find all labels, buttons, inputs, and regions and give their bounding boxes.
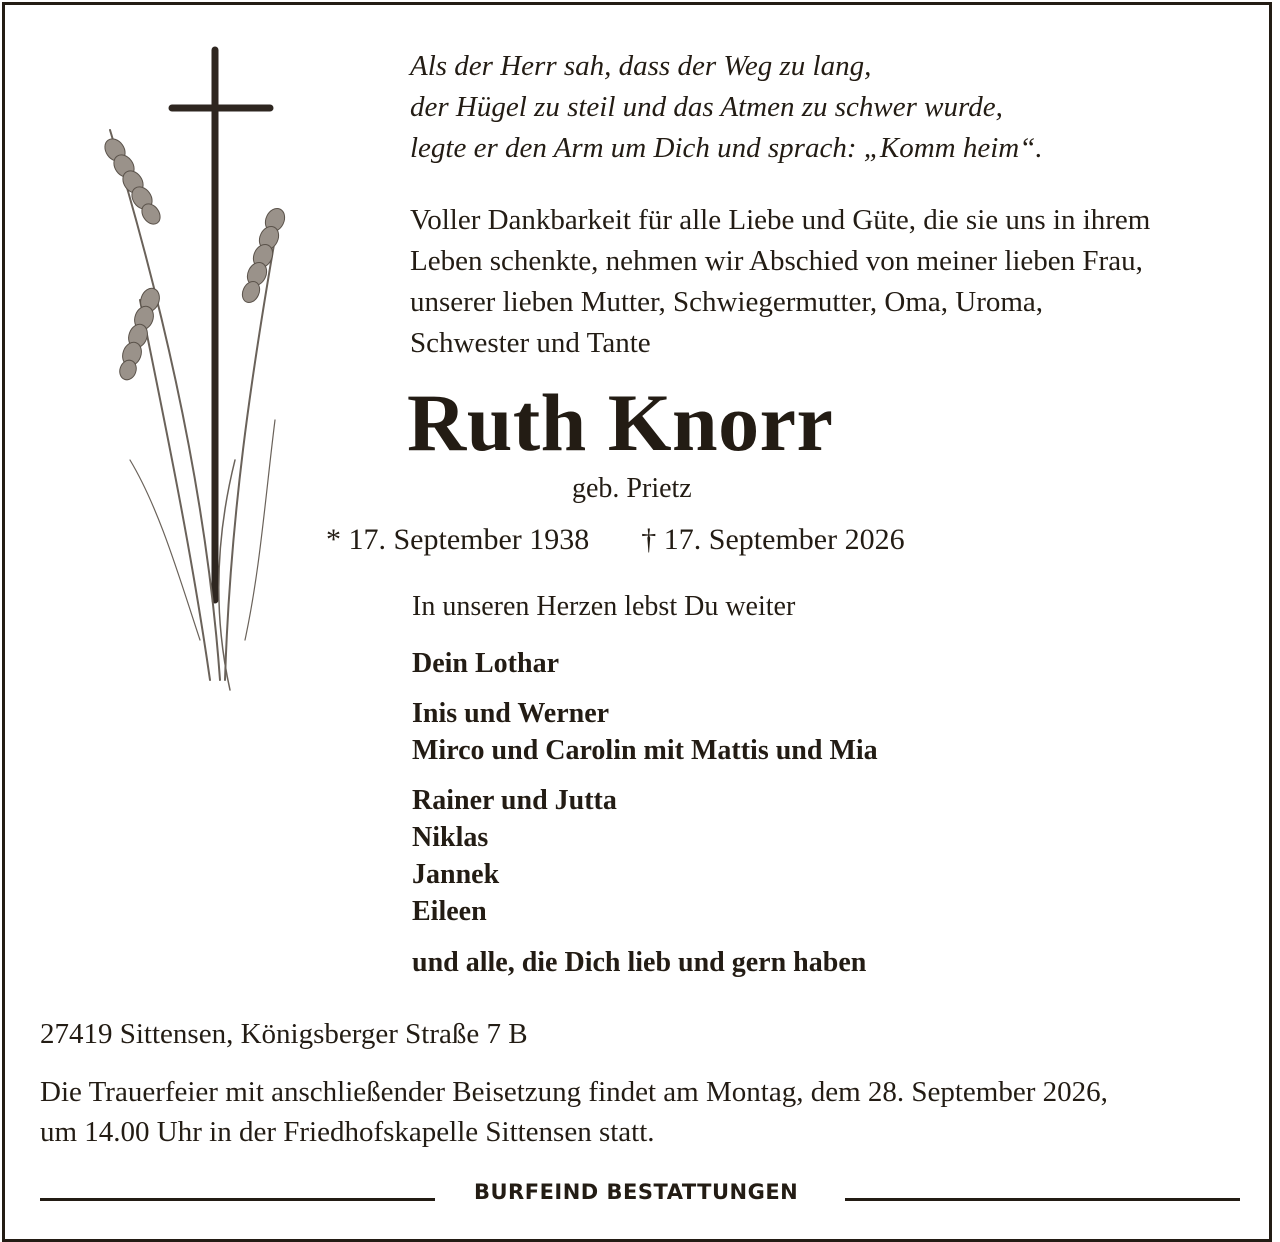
- address: 27419 Sittensen, Königsberger Straße 7 B: [40, 1018, 528, 1050]
- funeral-service-info: [40, 1072, 1108, 1152]
- birth-date: * 17. September 1938: [326, 523, 590, 556]
- service-line: Die Trauerfeier mit anschließender Beisetzung findet am Montag, dem 28. September 2026,: [40, 1076, 1108, 1108]
- family-line: Niklas: [412, 822, 489, 853]
- family-group: [412, 645, 559, 682]
- poem-line: der Hügel zu steil und das Atmen zu schwer wurde,: [410, 91, 1003, 123]
- intro-text: [410, 200, 1150, 364]
- family-line: Inis und Werner: [412, 698, 610, 729]
- poem-line: Als der Herr sah, dass der Weg zu lang,: [410, 50, 872, 82]
- cross-with-wheat-icon: [60, 40, 290, 700]
- intro-line: Leben schenkte, nehmen wir Abschied von meiner lieben Frau,: [410, 245, 1143, 277]
- family-line: Dein Lothar: [412, 648, 559, 679]
- service-line: um 14.00 Uhr in der Friedhofskapelle Sittensen statt.: [40, 1116, 655, 1148]
- family-group: [412, 944, 866, 981]
- life-dates: [326, 521, 905, 559]
- intro-line: Schwester und Tante: [410, 327, 651, 359]
- intro-line: Voller Dankbarkeit für alle Liebe und Güte, die sie uns in ihrem: [410, 204, 1151, 236]
- family-group: [412, 782, 617, 930]
- poem: [410, 46, 1043, 169]
- maiden-name: geb. Prietz: [572, 473, 692, 504]
- deceased-name: Ruth Knorr: [407, 377, 834, 468]
- family-line: Rainer und Jutta: [412, 785, 617, 816]
- death-date: † 17. September 2026: [641, 523, 905, 556]
- family-line: Eileen: [412, 896, 487, 927]
- family-line: und alle, die Dich lieb und gern haben: [412, 947, 867, 978]
- footer-rule-right: [845, 1198, 1240, 1201]
- intro-line: unserer lieben Mutter, Schwiegermutter, Oma, Uroma,: [410, 286, 1044, 318]
- family-line: Mirco und Carolin mit Mattis und Mia: [412, 735, 878, 766]
- footer-rule-left: [40, 1198, 435, 1201]
- family-line: Jannek: [412, 859, 500, 890]
- motto: In unseren Herzen lebst Du weiter: [412, 591, 796, 622]
- poem-line: legte er den Arm um Dich und sprach: „Komm heim“.: [410, 132, 1043, 164]
- funeral-home-logo: BURFEIND BESTATTUNGEN: [470, 1180, 802, 1204]
- family-group: [412, 695, 878, 769]
